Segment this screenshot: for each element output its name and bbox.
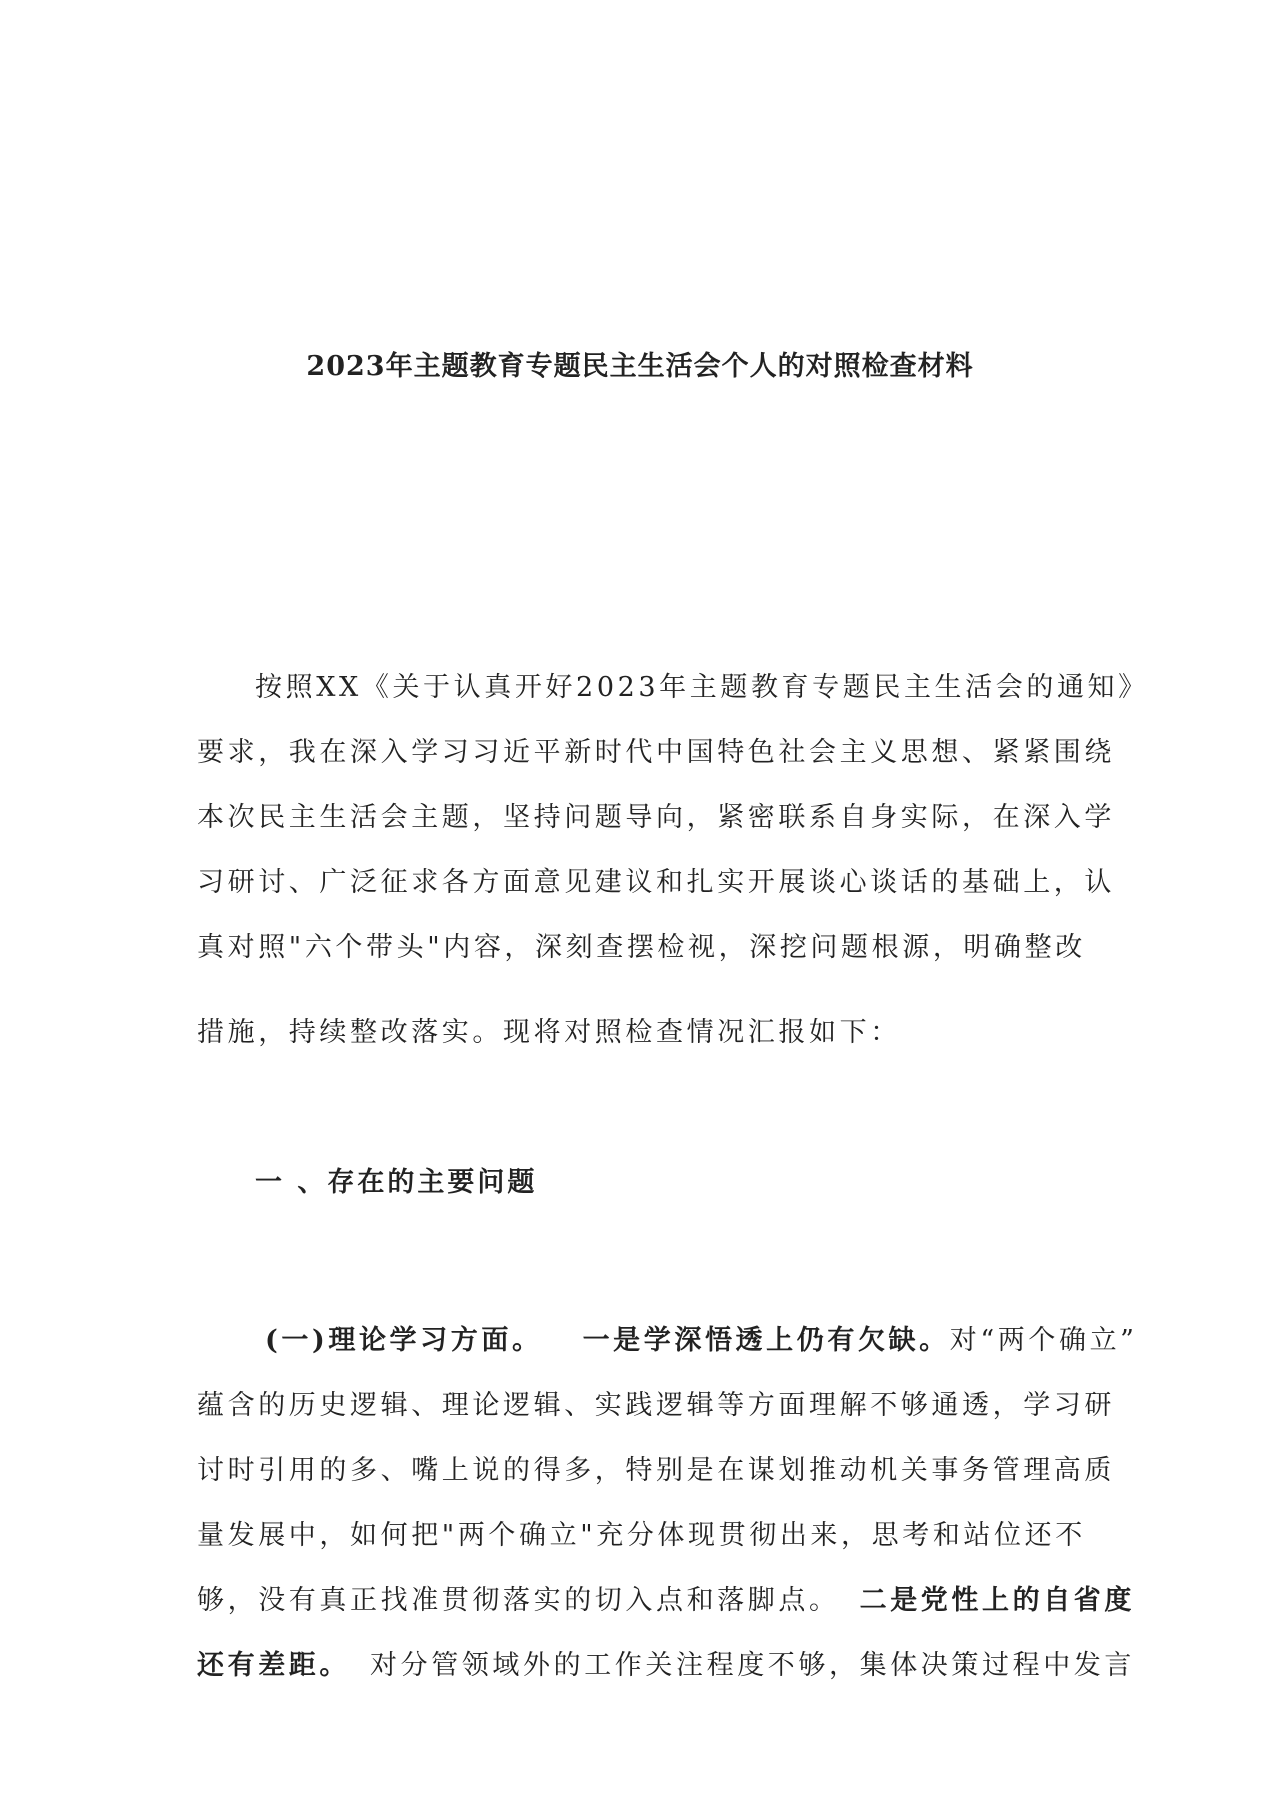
- section1-line: [265, 1318, 1138, 1357]
- point-text: 够，没有真正找准贯彻落实的切入点和落脚点。: [197, 1585, 840, 1616]
- point-text: 对“两个确立”: [949, 1325, 1138, 1356]
- point-text: 对分管领域外的工作关注程度不够，集体决策过程中发言: [370, 1650, 1135, 1681]
- intro-line: 措施，持续整改落实。现将对照检查情况汇报如下：: [197, 1017, 901, 1048]
- section1-line: 讨时引用的多、嘴上说的得多，特别是在谋划推动机关事务管理高质: [197, 1455, 1115, 1486]
- intro-line: 要求，我在深入学习习近平新时代中国特色社会主义思想、紧紧围绕: [197, 737, 1115, 768]
- intro-line: 本次民主生活会主题，坚持问题导向，紧密联系自身实际，在深入学: [197, 802, 1115, 833]
- document-title: 2023年主题教育专题民主生活会个人的对照检查材料: [306, 351, 974, 382]
- point-one-heading: 一是学深悟透上仍有欠缺。: [582, 1325, 950, 1356]
- intro-line: 习研讨、广泛征求各方面意见建议和扎实开展谈心谈话的基础上，认: [197, 867, 1115, 898]
- intro-line: 按照XX《关于认真开好2023年主题教育专题民主生活会的通知》: [255, 672, 1149, 703]
- point-two-heading: 二是党性上的自省度: [859, 1585, 1136, 1616]
- section-heading: 一 、存在的主要问题: [255, 1167, 538, 1198]
- section1-line: [197, 1643, 1135, 1682]
- point-two-heading-cont: 还有差距。: [197, 1650, 350, 1681]
- section1-line: [197, 1578, 1135, 1617]
- subsection-label: (一)理论学习方面。: [265, 1325, 543, 1356]
- section1-line: 量发展中，如何把"两个确立"充分体现贯彻出来，思考和站位还不: [197, 1520, 1086, 1551]
- intro-line: 真对照"六个带头"内容，深刻查摆检视，深挖问题根源，明确整改: [197, 932, 1086, 963]
- section1-line: 蕴含的历史逻辑、理论逻辑、实践逻辑等方面理解不够通透，学习研: [197, 1390, 1115, 1421]
